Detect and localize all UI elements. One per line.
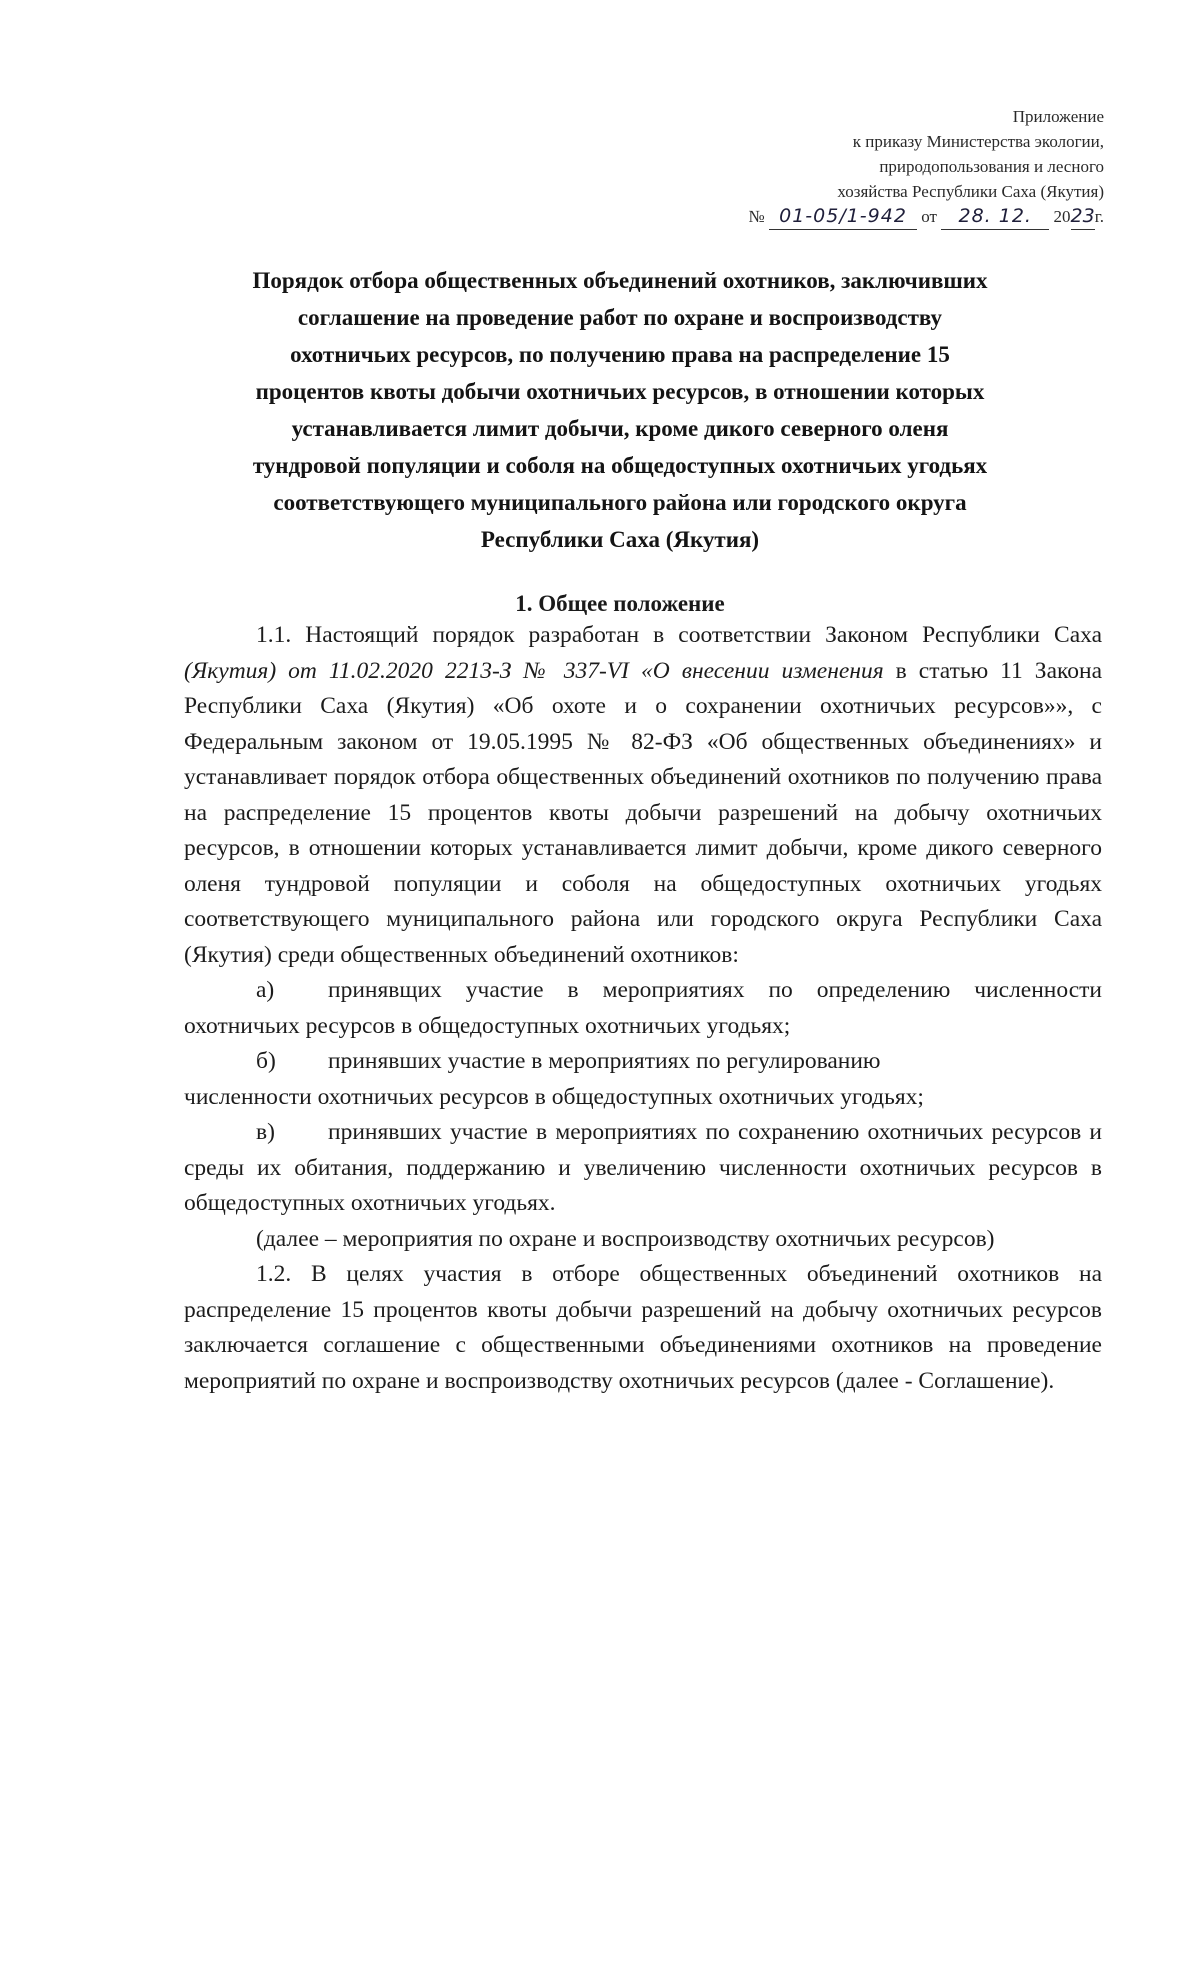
appendix-line-1: Приложение (1012, 107, 1104, 126)
appendix-line-3: природопользования и лесного (879, 157, 1104, 176)
title-line: охотничьих ресурсов, по получению права на распределение 15 (290, 342, 950, 367)
year-end: г. (1094, 207, 1104, 226)
list-item-a-text: принявщих участие в мероприятиях по определению численности охотничьих ресурсов в общедоступных охотничьих угодьях; (184, 977, 1102, 1039)
title-line: устанавливается лимит добычи, кроме дикого северного оленя (291, 416, 949, 441)
list-marker-b: б) (256, 1048, 276, 1074)
list-item-b-continuation: численности охотничьих ресурсов в общедоступных охотничьих угодьях; (184, 1083, 924, 1110)
paragraph-1-1-rest: в статью 11 Закона Республики Саха (Якутия) «Об охоте и о сохранении охотничьих ресурсов»», с Федеральным законом от 19.05.1995 № 82-ФЗ «Об общественных объединениях» и устанавливает порядок отбора общественных объединений охотников по получению права на распределение 15 процентов квоты добычи разрешений на добычу охотничьих ресурсов, в отношении которых устанавливается лимит добычи, кроме дикого северного оленя тундровой популяции и соболя на общедоступных охотничьих угодьях соответствующего муниципального района или городского округа Республики Саха (Якутия) среди общественных объединений охотников: (184, 657, 1102, 968)
appendix-line-4: хозяйства Республики Саха (Якутия) (837, 182, 1104, 201)
law-reference: (Якутия) от 11.02.2020 2213-З № 337-VI «О внесении изменения (184, 657, 884, 684)
appendix-block (684, 104, 1104, 230)
list-item-b (184, 1044, 1102, 1080)
handwritten-order-number: 01-05/1-942 (769, 204, 917, 230)
title-line: процентов квоты добычи охотничьих ресурсов, в отношении которых (255, 379, 985, 404)
appendix-line-2: к приказу Министерства экологии, (852, 132, 1104, 151)
year-prefix: 20 (1053, 207, 1071, 226)
title-line: соглашение на проведение работ по охране и воспроизводству (297, 305, 943, 330)
section-body (184, 618, 1102, 1399)
title-line: Республики Саха (Якутия) (480, 527, 760, 552)
list-marker-a: а) (256, 977, 275, 1003)
list-item-c-text: принявших участие в мероприятиях по сохранению охотничьих ресурсов и среды их обитания, поддержанию и увеличению численности охотничьих ресурсов в общедоступных охотничьих угодьях. (184, 1119, 1102, 1216)
list-marker-c: в) (256, 1119, 275, 1145)
handwritten-year: 23 (1071, 204, 1095, 230)
document-title (170, 262, 1070, 558)
list-item-b-text-1: принявших участие в мероприятиях по регулированию (328, 1048, 881, 1074)
section-heading: 1. Общее положение (515, 591, 725, 616)
paragraph-1-1-start: 1.1. Настоящий порядок разработан в соответствии Законом Республики Саха (256, 622, 1102, 648)
list-item-a (184, 973, 1102, 1044)
list-item-c (184, 1115, 1102, 1222)
paragraph-1-1 (184, 618, 1102, 973)
title-line: Порядок отбора общественных объединений охотников, заключивших (252, 268, 988, 293)
number-sign: № (748, 207, 765, 226)
definition-note: (далее – мероприятия по охране и воспроизводству охотничьих ресурсов) (256, 1225, 995, 1252)
order-number-line (684, 204, 1104, 230)
handwritten-date: 28. 12. (941, 204, 1049, 230)
paragraph-1-2: 1.2. В целях участия в отборе общественных объединений охотников на распределение 15 процентов квоты добычи разрешений на добычу охотничьих ресурсов заключается соглашение с общественными объединениями охотников на проведение мероприятий по охране и воспроизводству охотничьих ресурсов (далее - Соглашение). (184, 1261, 1102, 1394)
title-line: соответствующего муниципального района или городского округа (273, 490, 967, 515)
title-line: тундровой популяции и соболя на общедоступных охотничьих угодьях (252, 453, 988, 478)
from-word: от (921, 207, 937, 226)
